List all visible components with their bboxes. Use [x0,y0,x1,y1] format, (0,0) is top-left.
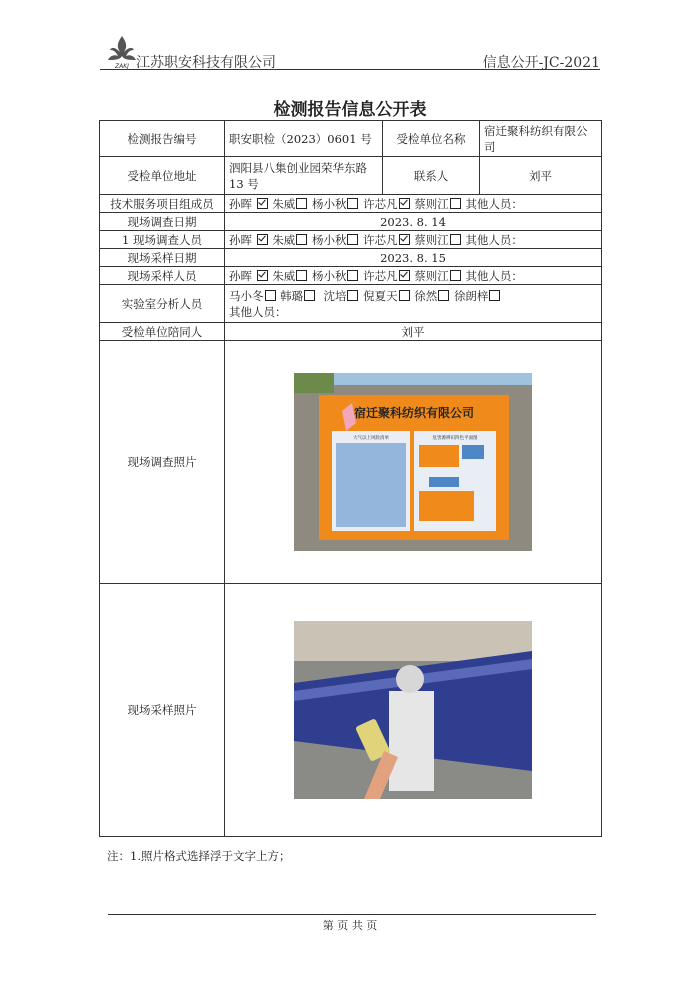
table-row [100,285,602,323]
unchecked-checkbox[interactable] [347,270,358,281]
survey-date-value: 2023. 8. 14 [225,213,602,231]
lab-name: 马小冬 [229,288,264,303]
member-name: 许芯凡 [363,196,398,211]
checked-checkbox[interactable] [257,198,268,209]
lab-label: 实验室分析人员 [100,285,225,323]
unchecked-checkbox[interactable] [347,290,358,301]
document-code: 信息公开-JC-2021 [482,55,600,71]
member-name: 朱威 [272,232,296,247]
member-name: 许芯凡 [363,268,398,283]
lab-name: 倪夏天 [363,288,398,303]
member-name: 朱威 [272,196,296,211]
lab-other-members: 其他人员： [229,304,287,319]
member-name: 杨小秋 [311,232,347,247]
unchecked-checkbox[interactable] [296,198,307,209]
unchecked-checkbox[interactable] [265,290,276,301]
survey-people-value [225,231,602,249]
unit-name-label: 受检单位名称 [383,121,480,157]
member-name: 杨小秋 [311,196,347,211]
report-no-value: 职安职检（2023）0601 号 [225,121,383,157]
risk-list-table [336,443,406,527]
contact-label: 联系人 [383,157,480,195]
floor-plan-zone [419,445,459,467]
table-row [100,121,602,157]
companion-label: 受检单位陪同人 [100,323,225,341]
photo-tree [294,373,334,393]
table-row [100,157,602,195]
member-name: 杨小秋 [311,268,347,283]
unchecked-checkbox[interactable] [296,234,307,245]
other-members: 其他人员： [465,196,523,211]
other-members: 其他人员： [465,268,523,283]
unchecked-checkbox[interactable] [347,198,358,209]
checked-checkbox[interactable] [399,198,410,209]
photo-roof [294,621,532,661]
member-name: 孙晖 [229,196,252,211]
tech-members-label: 技术服务项目组成员 [100,195,225,213]
page-title: 检测报告信息公开表 [273,100,427,120]
sample-people-label: 现场采样人员 [100,267,225,285]
lab-value [225,285,602,323]
sample-people-value [225,267,602,285]
companion-value: 刘平 [225,323,602,341]
worker-shirt [389,691,434,791]
member-name: 朱威 [272,268,296,283]
table-row [100,231,602,249]
address-value: 泗阳县八集创业园荣华东路 13 号 [225,157,383,195]
table-row [100,341,602,584]
page-header [100,38,600,70]
table-row [100,584,602,837]
sample-photo-label: 现场采样照片 [100,584,225,837]
unchecked-checkbox[interactable] [450,198,461,209]
lab-name: 韩璐 [280,288,304,303]
member-name: 许芯凡 [363,232,398,247]
unchecked-checkbox[interactable] [296,270,307,281]
checked-checkbox[interactable] [257,234,268,245]
table-row [100,323,602,341]
table-row [100,249,602,267]
unchecked-checkbox[interactable] [450,234,461,245]
sample-photo-cell [225,584,602,837]
footer-rule [108,914,596,915]
floor-plan-zone [462,445,484,459]
floor-plan-zone [429,477,459,487]
survey-photo-label: 现场调查照片 [100,341,225,584]
sampling-photo [294,621,532,799]
company-name: 江苏职安科技有限公司 [136,55,276,71]
member-name: 蔡则江 [414,268,449,283]
footnote: 注：1.照片格式选择浮于文字上方； [107,849,291,863]
tech-members-value [225,195,602,213]
survey-photo-cell [225,341,602,584]
table-row [100,213,602,231]
member-name: 孙晖 [229,268,252,283]
floor-plan-zone [419,491,474,521]
sample-date-label: 现场采样日期 [100,249,225,267]
unchecked-checkbox[interactable] [489,290,500,301]
checked-checkbox[interactable] [399,234,410,245]
unchecked-checkbox[interactable] [347,234,358,245]
table-row [100,195,602,213]
survey-photo [294,373,532,551]
unchecked-checkbox[interactable] [399,290,410,301]
right-panel-title: 危害源辨识四色平面图 [432,436,478,441]
board-title: 宿迁聚科纺织有限公司 [353,406,475,420]
survey-date-label: 现场调查日期 [100,213,225,231]
report-no-label: 检测报告编号 [100,121,225,157]
header-rule [100,69,600,70]
lab-name: 徐朗梓 [453,288,489,303]
member-name: 孙晖 [229,232,252,247]
worker-cap [396,665,424,693]
member-name: 蔡则江 [414,232,449,247]
other-members: 其他人员： [465,232,523,247]
company-logo [106,34,138,70]
lab-name: 徐然 [414,288,438,303]
table-row [100,267,602,285]
address-label: 受检单位地址 [100,157,225,195]
unchecked-checkbox[interactable] [438,290,449,301]
page-number: 第 页 共 页 [322,919,378,932]
left-panel-title: 大气以上风险清单 [353,436,389,441]
contact-value: 刘平 [480,157,602,195]
unit-name-value: 宿迁聚科纺织有限公司 [480,121,602,157]
lab-name: 沈培 [323,288,347,303]
svg-text:ZAKJ: ZAKJ [115,63,129,70]
unchecked-checkbox[interactable] [304,290,315,301]
checked-checkbox[interactable] [257,270,268,281]
unchecked-checkbox[interactable] [450,270,461,281]
survey-people-label: 1 现场调查人员 [100,231,225,249]
info-table [99,120,602,837]
member-name: 蔡则江 [414,196,449,211]
checked-checkbox[interactable] [399,270,410,281]
sample-date-value: 2023. 8. 15 [225,249,602,267]
